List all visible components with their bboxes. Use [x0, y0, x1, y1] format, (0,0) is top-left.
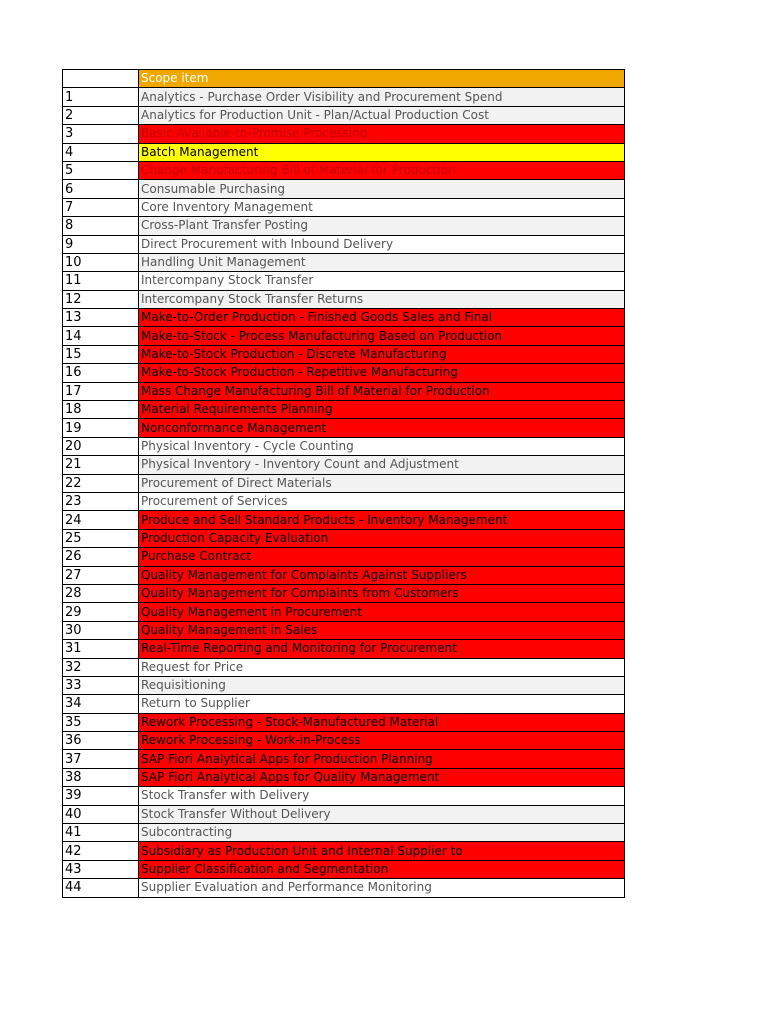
table-row	[63, 180, 625, 198]
row-number-cell[interactable]: 2	[63, 106, 139, 124]
scope-item-cell[interactable]: Procurement of Services	[139, 492, 625, 510]
table-row	[63, 640, 625, 658]
scope-item-cell[interactable]: Batch Management	[139, 143, 625, 161]
table-row	[63, 621, 625, 639]
row-number-cell[interactable]: 32	[63, 658, 139, 676]
scope-item-cell[interactable]: Handling Unit Management	[139, 253, 625, 271]
row-number-cell[interactable]: 21	[63, 456, 139, 474]
table-row	[63, 125, 625, 143]
row-number-cell[interactable]: 14	[63, 327, 139, 345]
row-number-cell[interactable]: 44	[63, 879, 139, 897]
scope-item-cell[interactable]: Procurement of Direct Materials	[139, 474, 625, 492]
scope-item-cell[interactable]: Requisitioning	[139, 676, 625, 694]
scope-item-cell[interactable]: Consumable Purchasing	[139, 180, 625, 198]
row-number-cell[interactable]: 12	[63, 290, 139, 308]
table-row	[63, 860, 625, 878]
scope-item-cell[interactable]: Intercompany Stock Transfer Returns	[139, 290, 625, 308]
scope-item-cell[interactable]: Quality Management for Complaints from Customers	[139, 584, 625, 602]
row-number-cell[interactable]: 3	[63, 125, 139, 143]
row-number-cell[interactable]: 24	[63, 511, 139, 529]
table-row	[63, 309, 625, 327]
scope-item-cell[interactable]: Real-Time Reporting and Monitoring for Procurement	[139, 640, 625, 658]
table-row	[63, 253, 625, 271]
table-row	[63, 548, 625, 566]
table-row	[63, 492, 625, 510]
row-number-cell[interactable]: 13	[63, 309, 139, 327]
row-number-cell[interactable]: 30	[63, 621, 139, 639]
row-number-cell[interactable]: 11	[63, 272, 139, 290]
table-row	[63, 290, 625, 308]
row-number-cell[interactable]: 34	[63, 695, 139, 713]
scope-item-cell[interactable]: Quality Management for Complaints Against Suppliers	[139, 566, 625, 584]
header-number-cell[interactable]	[63, 70, 139, 88]
scope-item-cell[interactable]: Change Manufacturing Bill of Material for Production	[139, 161, 625, 179]
row-number-cell[interactable]: 33	[63, 676, 139, 694]
table-row	[63, 474, 625, 492]
row-number-cell[interactable]: 35	[63, 713, 139, 731]
row-number-cell[interactable]: 25	[63, 529, 139, 547]
scope-item-cell[interactable]: Material Requirements Planning	[139, 401, 625, 419]
table-row	[63, 198, 625, 216]
scope-items-table	[62, 69, 625, 898]
scope-item-cell[interactable]: Quality Management in Procurement	[139, 603, 625, 621]
scope-item-cell[interactable]: Production Capacity Evaluation	[139, 529, 625, 547]
row-number-cell[interactable]: 41	[63, 824, 139, 842]
scope-item-cell[interactable]: Subcontracting	[139, 824, 625, 842]
row-number-cell[interactable]: 29	[63, 603, 139, 621]
scope-item-cell[interactable]: Supplier Evaluation and Performance Monitoring	[139, 879, 625, 897]
table-row	[63, 768, 625, 786]
scope-item-cell[interactable]: Produce and Sell Standard Products - Inventory Management	[139, 511, 625, 529]
table-row	[63, 217, 625, 235]
scope-item-cell[interactable]: Basic Available-to-Promise Processing	[139, 125, 625, 143]
table-row	[63, 750, 625, 768]
table-row	[63, 824, 625, 842]
row-number-cell[interactable]: 9	[63, 235, 139, 253]
scope-item-cell[interactable]: Purchase Contract	[139, 548, 625, 566]
scope-item-cell[interactable]: Direct Procurement with Inbound Delivery	[139, 235, 625, 253]
row-number-cell[interactable]: 4	[63, 143, 139, 161]
scope-item-cell[interactable]: Make-to-Order Production - Finished Goods Sales and Final	[139, 309, 625, 327]
row-number-cell[interactable]: 8	[63, 217, 139, 235]
row-number-cell[interactable]: 7	[63, 198, 139, 216]
table-row	[63, 713, 625, 731]
scope-item-cell[interactable]: Quality Management in Sales	[139, 621, 625, 639]
row-number-cell[interactable]: 38	[63, 768, 139, 786]
scope-item-cell[interactable]: Rework Processing - Stock-Manufactured Material	[139, 713, 625, 731]
table-row	[63, 566, 625, 584]
scope-item-cell[interactable]: Stock Transfer Without Delivery	[139, 805, 625, 823]
scope-item-cell[interactable]: Rework Processing - Work-in-Process	[139, 732, 625, 750]
scope-item-cell[interactable]: Request for Price	[139, 658, 625, 676]
table-row	[63, 143, 625, 161]
table-row	[63, 842, 625, 860]
row-number-cell[interactable]: 6	[63, 180, 139, 198]
scope-item-cell[interactable]: Make-to-Stock Production - Repetitive Manufacturing	[139, 364, 625, 382]
row-number-cell[interactable]: 42	[63, 842, 139, 860]
row-number-cell[interactable]: 40	[63, 805, 139, 823]
scope-item-cell[interactable]: Physical Inventory - Cycle Counting	[139, 437, 625, 455]
scope-item-cell[interactable]: Subsidiary as Production Unit and Internal Supplier to	[139, 842, 625, 860]
table-row	[63, 364, 625, 382]
scope-item-cell[interactable]: Analytics for Production Unit - Plan/Actual Production Cost	[139, 106, 625, 124]
row-number-cell[interactable]: 1	[63, 88, 139, 106]
scope-item-cell[interactable]: Intercompany Stock Transfer	[139, 272, 625, 290]
row-number-cell[interactable]: 27	[63, 566, 139, 584]
row-number-cell[interactable]: 15	[63, 345, 139, 363]
table-row	[63, 732, 625, 750]
table-row	[63, 879, 625, 897]
scope-items-table-body	[63, 70, 625, 898]
row-number-cell[interactable]: 31	[63, 640, 139, 658]
row-number-cell[interactable]: 16	[63, 364, 139, 382]
table-row	[63, 805, 625, 823]
table-row	[63, 419, 625, 437]
table-row	[63, 401, 625, 419]
scope-item-cell[interactable]: Supplier Classification and Segmentation	[139, 860, 625, 878]
table-row	[63, 88, 625, 106]
row-number-cell[interactable]: 28	[63, 584, 139, 602]
scope-item-cell[interactable]: Stock Transfer with Delivery	[139, 787, 625, 805]
table-row	[63, 382, 625, 400]
row-number-cell[interactable]: 20	[63, 437, 139, 455]
row-number-cell[interactable]: 19	[63, 419, 139, 437]
scope-item-cell[interactable]: Core Inventory Management	[139, 198, 625, 216]
scope-item-cell[interactable]: SAP Fiori Analytical Apps for Quality Management	[139, 768, 625, 786]
table-row	[63, 603, 625, 621]
table-row	[63, 345, 625, 363]
table-row	[63, 787, 625, 805]
scope-item-cell[interactable]: Analytics - Purchase Order Visibility and Procurement Spend	[139, 88, 625, 106]
row-number-cell[interactable]: 43	[63, 860, 139, 878]
table-row	[63, 511, 625, 529]
scope-item-cell[interactable]: Make-to-Stock - Process Manufacturing Based on Production	[139, 327, 625, 345]
row-number-cell[interactable]: 23	[63, 492, 139, 510]
header-row	[63, 70, 625, 88]
table-row	[63, 584, 625, 602]
table-row	[63, 272, 625, 290]
row-number-cell[interactable]: 37	[63, 750, 139, 768]
table-row	[63, 327, 625, 345]
scope-item-cell[interactable]: Cross-Plant Transfer Posting	[139, 217, 625, 235]
row-number-cell[interactable]: 26	[63, 548, 139, 566]
table-row	[63, 437, 625, 455]
table-row	[63, 235, 625, 253]
scope-item-cell[interactable]: Mass Change Manufacturing Bill of Material for Production	[139, 382, 625, 400]
table-row	[63, 676, 625, 694]
scope-item-cell[interactable]: Return to Supplier	[139, 695, 625, 713]
table-row	[63, 529, 625, 547]
header-scope-item-cell[interactable]: Scope item	[139, 70, 625, 88]
table-row	[63, 456, 625, 474]
table-row	[63, 161, 625, 179]
row-number-cell[interactable]: 10	[63, 253, 139, 271]
scope-item-cell[interactable]: Nonconformance Management	[139, 419, 625, 437]
row-number-cell[interactable]: 39	[63, 787, 139, 805]
row-number-cell[interactable]: 5	[63, 161, 139, 179]
table-row	[63, 695, 625, 713]
scope-item-cell[interactable]: Make-to-Stock Production - Discrete Manufacturing	[139, 345, 625, 363]
row-number-cell[interactable]: 36	[63, 732, 139, 750]
row-number-cell[interactable]: 17	[63, 382, 139, 400]
row-number-cell[interactable]: 22	[63, 474, 139, 492]
table-row	[63, 106, 625, 124]
scope-item-cell[interactable]: SAP Fiori Analytical Apps for Production Planning	[139, 750, 625, 768]
row-number-cell[interactable]: 18	[63, 401, 139, 419]
scope-item-cell[interactable]: Physical Inventory - Inventory Count and Adjustment	[139, 456, 625, 474]
table-row	[63, 658, 625, 676]
